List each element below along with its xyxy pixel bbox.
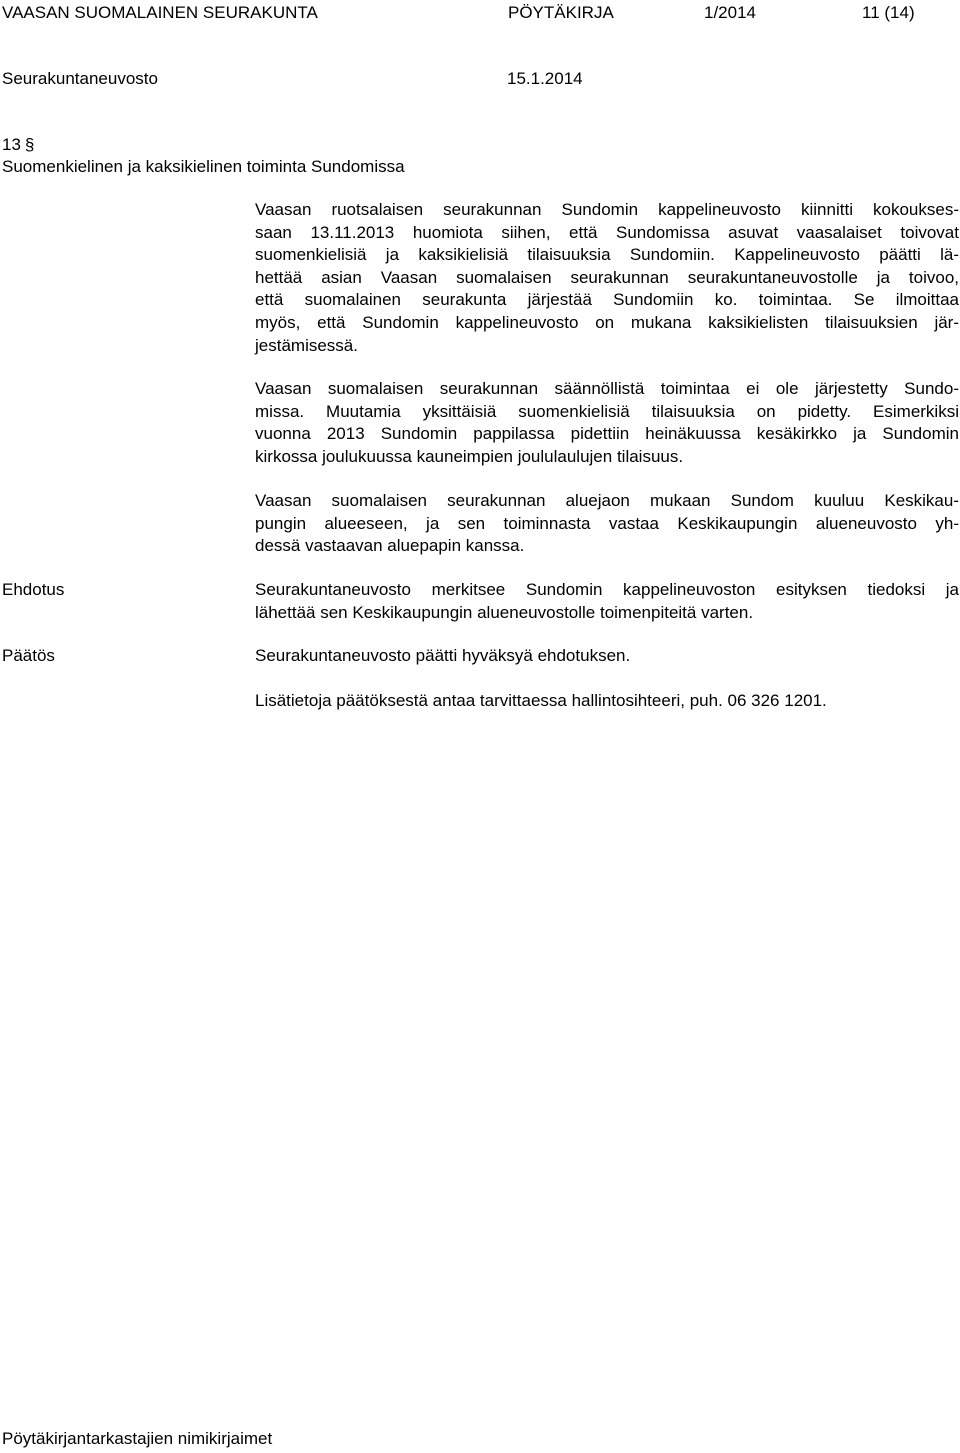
- text-line: suomenkielisiä ja kaksikielisiä tilaisuuksia Sundomiin. Kappelineuvosto päätti lä-: [255, 245, 959, 265]
- text-line: Vaasan suomalaisen seurakunnan säännöllistä toimintaa ei ole järjestetty Sundo-: [255, 379, 959, 398]
- text-line: että suomalainen seurakunta järjestää Sundomiin ko. toimintaa. Se ilmoittaa: [255, 290, 959, 310]
- document-type: PÖYTÄKIRJA: [508, 3, 614, 22]
- text-line: vuonna 2013 Sundomin pappilassa pidettiin heinäkuussa kesäkirkko ja Sundomin: [255, 424, 959, 444]
- text-line: missa. Muutamia yksittäisiä suomenkielisiä tilaisuuksia on pidetty. Esimerkiksi: [255, 401, 959, 421]
- section-title: Suomenkielinen ja kaksikielinen toiminta Sundomissa: [2, 157, 405, 176]
- text-line: hettää asian Vaasan suomalaisen seurakunnan seurakuntaneuvostolle ja toivoo,: [255, 267, 959, 287]
- section-sign: §: [24, 135, 35, 154]
- paragraph-area-division: [255, 490, 959, 558]
- footer-initials: Pöytäkirjantarkastajien nimikirjaimet: [2, 1429, 273, 1448]
- text-line: Vaasan ruotsalaisen seurakunnan Sundomin kappelineuvosto kiinnitti kokoukses-: [255, 200, 959, 219]
- paragraph-background: [255, 199, 959, 357]
- text-line: Seurakuntaneuvosto merkitsee Sundomin kappelineuvoston esityksen tiedoksi ja: [255, 580, 959, 599]
- proposal-text: [255, 579, 959, 624]
- document-number: 1/2014: [704, 3, 756, 22]
- organization-name: VAASAN SUOMALAINEN SEURAKUNTA: [2, 3, 318, 22]
- additional-info: Lisätietoja päätöksestä antaa tarvittaessa hallintosihteeri, puh. 06 326 1201.: [255, 691, 827, 710]
- text-line: dessä vastaavan aluepapin kanssa.: [255, 536, 525, 556]
- text-line: pungin alueeseen, ja sen toiminnasta vastaa Keskikaupungin alueneuvosto yh-: [255, 513, 959, 533]
- meeting-date: 15.1.2014: [507, 69, 583, 88]
- text-line: lähettää sen Keskikaupungin alueneuvostolle toimenpiteitä varten.: [255, 602, 754, 622]
- section-number-line: [2, 134, 34, 156]
- meeting-body: Seurakuntaneuvosto: [2, 69, 158, 88]
- text-line: saan 13.11.2013 huomiota siihen, että Sundomissa asuvat vaasalaiset toivovat: [255, 222, 959, 242]
- decision-text: Seurakuntaneuvosto päätti hyväksyä ehdotuksen.: [255, 646, 631, 665]
- text-line: jestämisessä.: [255, 335, 358, 355]
- text-line: Vaasan suomalaisen seurakunnan aluejaon mukaan Sundom kuuluu Keskikau-: [255, 491, 959, 510]
- decision-label: Päätös: [2, 646, 55, 665]
- paragraph-current-situation: [255, 378, 959, 468]
- text-line: myös, että Sundomin kappelineuvosto on mukana kaksikielisten tilaisuuksien jär-: [255, 312, 959, 332]
- section-number: 13: [2, 135, 21, 154]
- text-line: kirkossa joulukuussa kauneimpien joululaulujen tilaisuus.: [255, 446, 684, 466]
- proposal-label: Ehdotus: [2, 580, 65, 599]
- page-number: 11 (14): [862, 3, 915, 22]
